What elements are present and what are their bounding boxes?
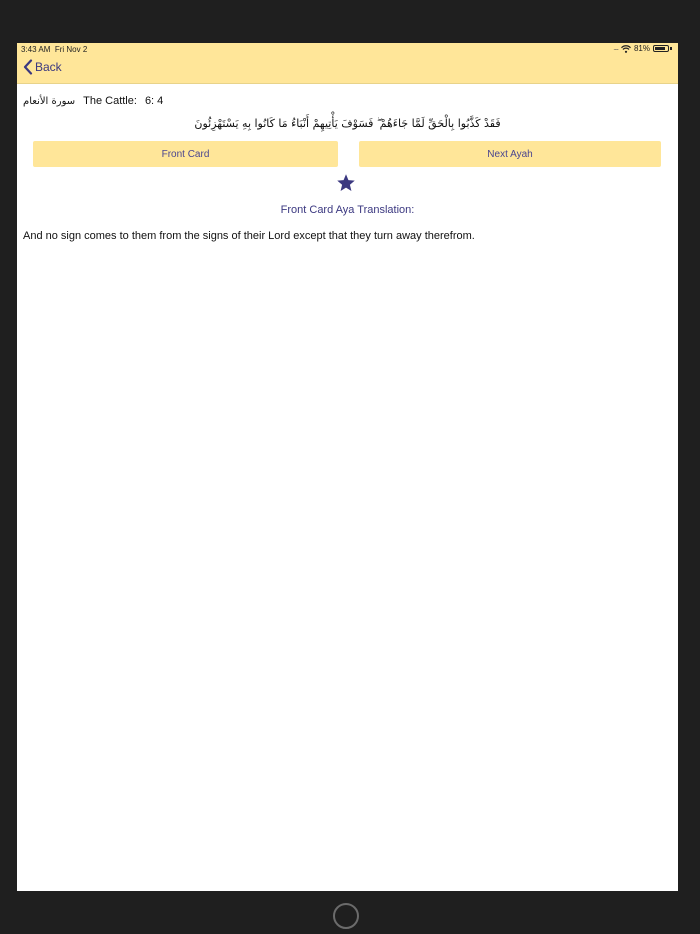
chevron-left-icon [23,59,33,75]
front-card-button[interactable]: Front Card [33,141,338,167]
battery-fill [655,47,665,50]
sura-reference: 6: 4 [144,95,164,107]
home-button[interactable] [333,903,359,929]
signal-icon: ..... [613,45,618,52]
battery-icon [653,45,669,52]
battery-tip [670,47,672,50]
translation-text: And no sign comes to them from the signs of their Lord except that they turn away therefrom. [23,230,475,242]
status-time [21,45,87,54]
sura-english-name: The Cattle: [83,95,137,107]
navigation-bar [17,55,678,84]
arabic-verse-text: فَقَدْ كَذَّبُوا بِالْحَقِّ لَمَّا جَاءَهُمْ ۖ فَسَوْفَ يَأْتِيهِمْ أَنْبَاءُ مَا كَانُوا بِهِ يَسْتَهْزِئُونَ [194,117,501,130]
status-indicators [613,44,672,53]
next-ayah-button[interactable]: Next Ayah [359,141,661,167]
back-button[interactable] [23,59,62,75]
app-screen [17,43,678,891]
battery-percent: 81% [633,44,650,53]
translation-title: Front Card Aya Translation: [280,204,415,216]
sura-arabic-name: سورة الأنعام [23,95,76,107]
wifi-icon [621,45,631,53]
status-date: Fri Nov 2 [54,45,88,54]
star-icon[interactable] [336,173,356,193]
sura-header [23,95,163,107]
status-bar [17,43,678,55]
status-clock: 3:43 AM [21,45,51,54]
back-label: Back [35,60,62,74]
